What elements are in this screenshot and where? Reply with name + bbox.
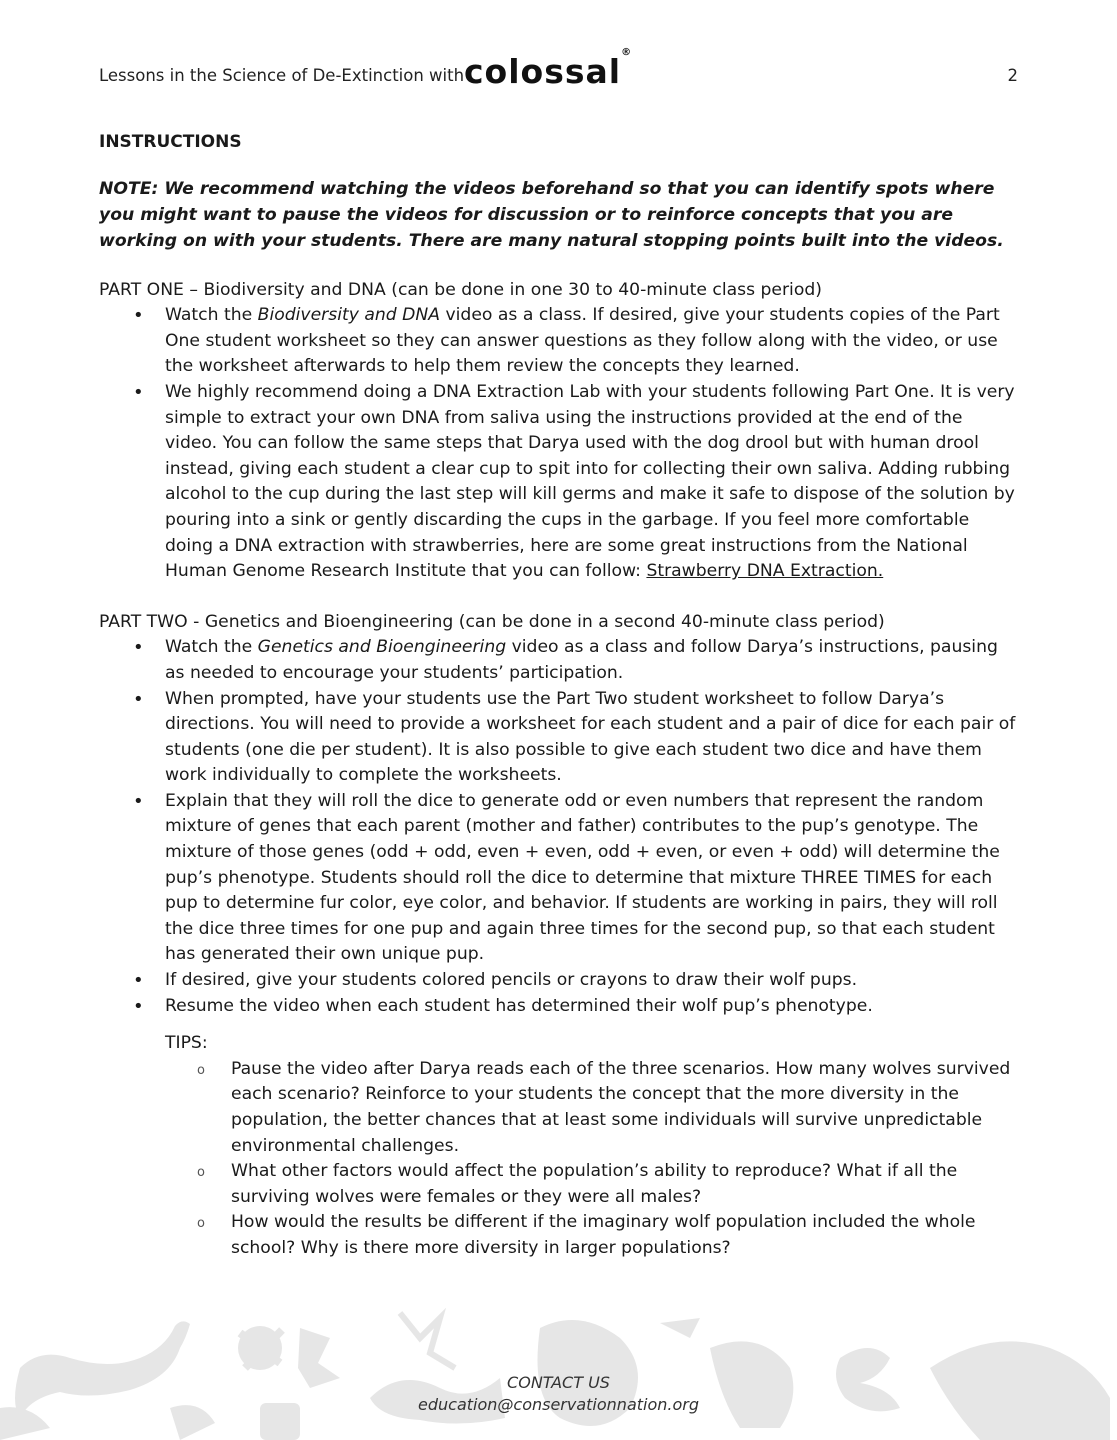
- list-item: • Resume the video when each student has determined their wolf pup’s phenotype.: [165, 994, 1019, 1020]
- contact-label: CONTACT US: [507, 1373, 610, 1392]
- page-header: [99, 47, 1018, 92]
- list-item: • If desired, give your students colored pencils or crayons to draw their wolf pups.: [165, 968, 1019, 994]
- list-item: o How would the results be different if the imaginary wolf population included the whole school? Why is there more diversity in larger populations?: [231, 1210, 1019, 1261]
- part-one-title: PART ONE – Biodiversity and DNA (can be done in one 30 to 40-minute class period): [99, 279, 822, 300]
- tips-list: [165, 1057, 1019, 1262]
- logo-registered-mark: ®: [621, 47, 633, 58]
- list-item: • When prompted, have your students use the Part Two student worksheet to follow Darya’s directions. You will need to provide a worksheet for each student and a pair of dice for each pair of students (one die per student). It is also possible to give each student two dice and have them work individually to complete the worksheets.: [165, 687, 1019, 789]
- list-item: • Explain that they will roll the dice to generate odd or even numbers that represent the random mixture of genes that each parent (mother and father) contributes to the pup’s genotype. The mixture of those genes (odd + odd, even + even, odd + even, or even + odd) will determine the pup’s phenotype. Students should roll the dice to determine that mixture THREE TIMES for each pup to determine fur color, eye color, and behavior. If students are working in pairs, they will roll the dice three times for one pup and again three times for the second pup, so that each student has generated their own unique pup.: [165, 789, 1019, 968]
- note-paragraph: NOTE: We recommend watching the videos beforehand so that you can identify spots where you might want to pause the videos for discussion or to reinforce concepts that you are working on with your students. There are many natural stopping points built into the videos.: [99, 178, 1004, 251]
- list-item: • We highly recommend doing a DNA Extraction Lab with your students following Part One. It is very simple to extract your own DNA from saliva using the instructions provided at the end of the video. You can follow the same steps that Darya used with the dog drool but with human drool instead, giving each student a clear cup to spit into for collecting their own saliva. Adding rubbing alcohol to the cup during the last step will kill germs and make it safe to dispose of the solution by pouring into a sink or gently discarding the cups in the garbage. If you feel more comfortable doing a DNA extraction with strawberries, here are some great instructions from the National Human Genome Research Institute that you can follow: Strawberry DNA Extraction.: [165, 380, 1019, 585]
- colossal-logo: [464, 47, 633, 91]
- tips-label: TIPS:: [165, 1033, 208, 1054]
- contact-email[interactable]: education@conservationnation.org: [418, 1395, 699, 1414]
- video-title: Genetics and Bioengineering: [257, 637, 507, 658]
- list-item: • Watch the Biodiversity and DNA video as a class. If desired, give your students copies of the Part One student worksheet so they can answer questions as they follow along with the video, or use the worksheet afterwards to help them review the concepts they learned.: [165, 303, 1019, 380]
- list-item: o What other factors would affect the population’s ability to reproduce? What if all the surviving wolves were females or they were all males?: [231, 1159, 1019, 1210]
- list-item: o Pause the video after Darya reads each of the three scenarios. How many wolves survived each scenario? Reinforce to your students the concept that the more diversity in the population, the better chances that at least some individuals will survive unpredictable environmental challenges.: [231, 1057, 1019, 1159]
- video-title: Biodiversity and DNA: [257, 305, 440, 326]
- instructions-content: [99, 130, 1019, 1262]
- logo-text: colossal: [464, 52, 622, 91]
- section-heading: INSTRUCTIONS: [99, 132, 242, 152]
- series-title: Lessons in the Science of De-Extinction with: [99, 66, 465, 85]
- list-item: • Watch the Genetics and Bioengineering video as a class and follow Darya’s instructions, pausing as needed to encourage your students’ participation.: [165, 635, 1019, 686]
- contact-block: [0, 1372, 1117, 1416]
- strawberry-dna-link[interactable]: Strawberry DNA Extraction.: [646, 561, 884, 582]
- part-one-list: [99, 303, 1019, 585]
- part-two-title: PART TWO - Genetics and Bioengineering (can be done in a second 40-minute class period): [99, 611, 885, 632]
- page-number: 2: [1007, 66, 1018, 85]
- part-two-list: [99, 635, 1019, 1019]
